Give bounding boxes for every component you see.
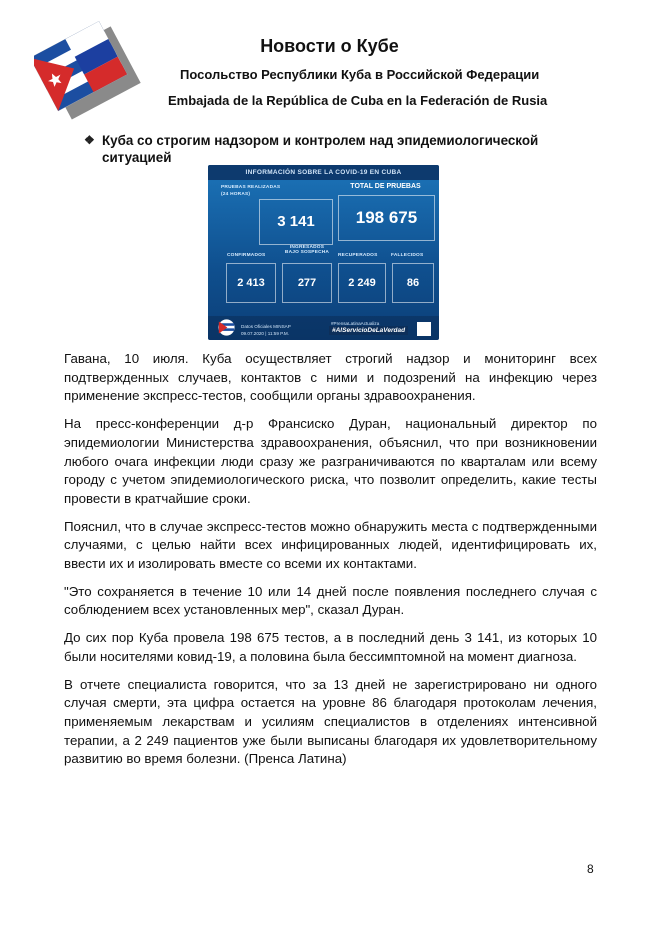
headline-text: Куба со строгим надзором и контролем над эпидемиологической ситуацией <box>102 133 539 165</box>
paragraph: До сих пор Куба провела 198 675 тестов, а в последний день 3 141, из которых 10 были носителями ковид-19, а половина была бессимптомной на момент диагноза. <box>64 630 597 664</box>
diamond-bullet-icon: ❖ <box>84 133 95 147</box>
tests-label-line1: PRUEBAS REALIZADAS <box>221 185 281 190</box>
stat-label-deceased: FALLECIDOS <box>391 253 424 258</box>
paragraph: Гавана, 10 июля. Куба осуществляет строгий надзор и мониторинг всех подтвержденных случаев, контактов с ними и подозрений на инфекцию через применение экспресс-тестов, сообщили органы здравоохранения. <box>64 351 597 404</box>
embassy-name-es: Embajada de la República de Cuba en la Federación de Rusia <box>168 93 548 108</box>
tests-label-line2: (24 HORAS) <box>221 192 251 197</box>
total-tests-label: TOTAL DE PRUEBAS <box>350 183 421 190</box>
article-body <box>64 350 597 778</box>
cuba-flag-icon <box>218 319 235 336</box>
pl-logo-icon <box>417 322 431 336</box>
paragraph: В отчете специалиста говорится, что за 13 дней не зарегистрировано ни одного случая смерти, эта цифра остается на уровне 86 благодаря протоколам лечения, применяемым лекарствам и усилиям специалистов в отделениях интенсивной терапии, а 2 249 пациентов уже были выписаны благодаря их удовлетворительному развитию во время болезни. (Пренса Латина) <box>64 676 597 767</box>
tests-24h-value: 3 141 <box>259 199 333 245</box>
date-text: 09.07.2020 | 11:59 P.M. <box>241 331 290 336</box>
paragraph: "Это сохраняется в течение 10 или 14 дней после появления последнего случая с соблюдением всех установленных мер", сказал Дуран. <box>64 583 597 618</box>
page-number: 8 <box>587 862 594 876</box>
stat-value-deceased: 86 <box>392 263 434 303</box>
stat-value-recovered: 2 249 <box>338 263 386 303</box>
stat-value-suspected: 277 <box>282 263 332 303</box>
paragraph: Пояснил, что в случае экспресс-тестов можно обнаружить места с подтвержденными случаями, с целью найти всех инфицированных людей, идентифицировать их, ввести их и изолировать вместе со всеми их контактами. <box>64 518 597 572</box>
article-headline <box>84 132 564 166</box>
stat-label-recovered: RECUPERADOS <box>338 253 378 258</box>
cuba-russia-flag-logo <box>34 18 144 128</box>
total-tests-value: 198 675 <box>338 195 435 241</box>
stat-label-confirmed: CONFIRMADOS <box>227 253 266 258</box>
embassy-name-ru: Посольство Республики Куба в Российской Федерации <box>180 67 540 82</box>
covid-infographic <box>208 165 439 340</box>
hashtag-badge: #AlServicioDeLaVerdad <box>329 326 408 335</box>
paragraph: На пресс-конференции д-р Франсиско Дуран, национальный директор по эпидемиологии Министерства здравоохранения, объяснил, что при возникновении любого очага инфекции люди сразу же разграничиваются по кварталам или всему городу с учетом эпидемиологического риска, что позволит определить, какие тесты провести в кратчайшие сроки. <box>64 416 597 506</box>
page-title: Новости о Кубе <box>260 36 399 56</box>
stat-label-suspected: INGRESADOS BAJO SOSPECHA <box>284 245 330 255</box>
source-text: Datos Oficiales MINSAP <box>241 324 291 329</box>
prensa-latina-tag: #PrensaLatinaActualiza <box>331 321 380 326</box>
infographic-header: INFORMACIÓN SOBRE LA COVID-19 EN CUBA <box>208 165 439 180</box>
stat-value-confirmed: 2 413 <box>226 263 276 303</box>
